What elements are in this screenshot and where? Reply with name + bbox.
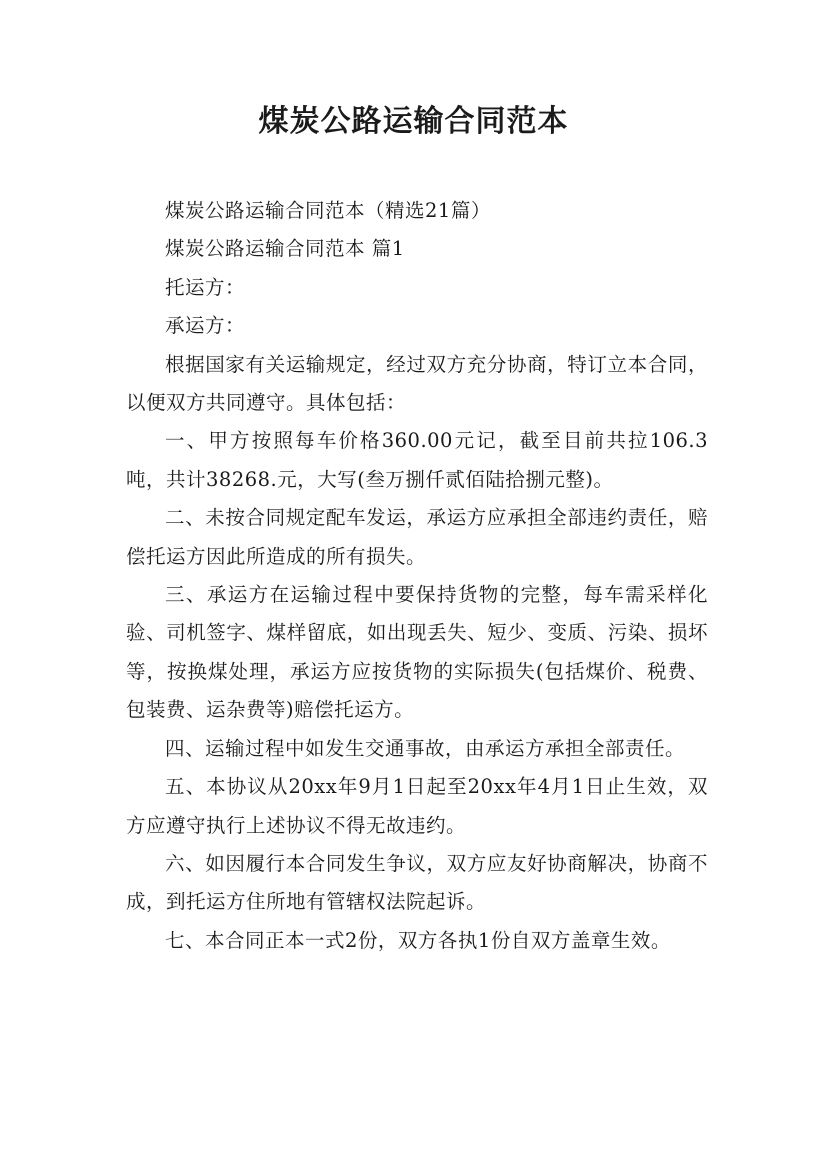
paragraph-carrier: 承运方： <box>165 314 246 338</box>
document-title: 煤炭公路运输合同范本 <box>258 104 569 139</box>
clause-1: 一、甲方按照每车价格360.00元记，截至目前共拉106.3吨，共计38268.元，大写(叁万捌仟贰佰陆拾捌元整)。 <box>126 429 708 491</box>
document-body <box>126 192 708 960</box>
clause-5: 五、本协议从20xx年9月1日起至20xx年4月1日止生效，双方应遵守执行上述协议不得无故违约。 <box>126 775 708 837</box>
clause-7: 七、本合同正本一式2份，双方各执1份自双方盖章生效。 <box>165 928 671 952</box>
clause-2: 二、未按合同规定配车发运，承运方应承担全部违约责任，赔偿托运方因此所造成的所有损失。 <box>126 506 708 568</box>
paragraph-shipper: 托运方： <box>165 275 246 299</box>
paragraph-section-heading: 煤炭公路运输合同范本 篇1 <box>165 237 405 261</box>
clause-3: 三、承运方在运输过程中要保持货物的完整，每车需采样化验、司机签字、煤样留底，如出现丢失、短少、变质、污染、损坏等，按换煤处理，承运方应按货物的实际损失(包括煤价、税费、包装费、运杂费等)赔偿托运方。 <box>126 583 708 722</box>
clause-6: 六、如因履行本合同发生争议，双方应友好协商解决，协商不成，到托运方住所地有管辖权法院起诉。 <box>126 851 708 914</box>
paragraph-preamble: 根据国家有关运输规定，经过双方充分协商，特订立本合同，以便双方共同遵守。具体包括： <box>126 352 708 415</box>
paragraph-collection-title: 煤炭公路运输合同范本（精选21篇） <box>165 199 491 222</box>
clause-4: 四、运输过程中如发生交通事故，由承运方承担全部责任。 <box>165 736 686 760</box>
